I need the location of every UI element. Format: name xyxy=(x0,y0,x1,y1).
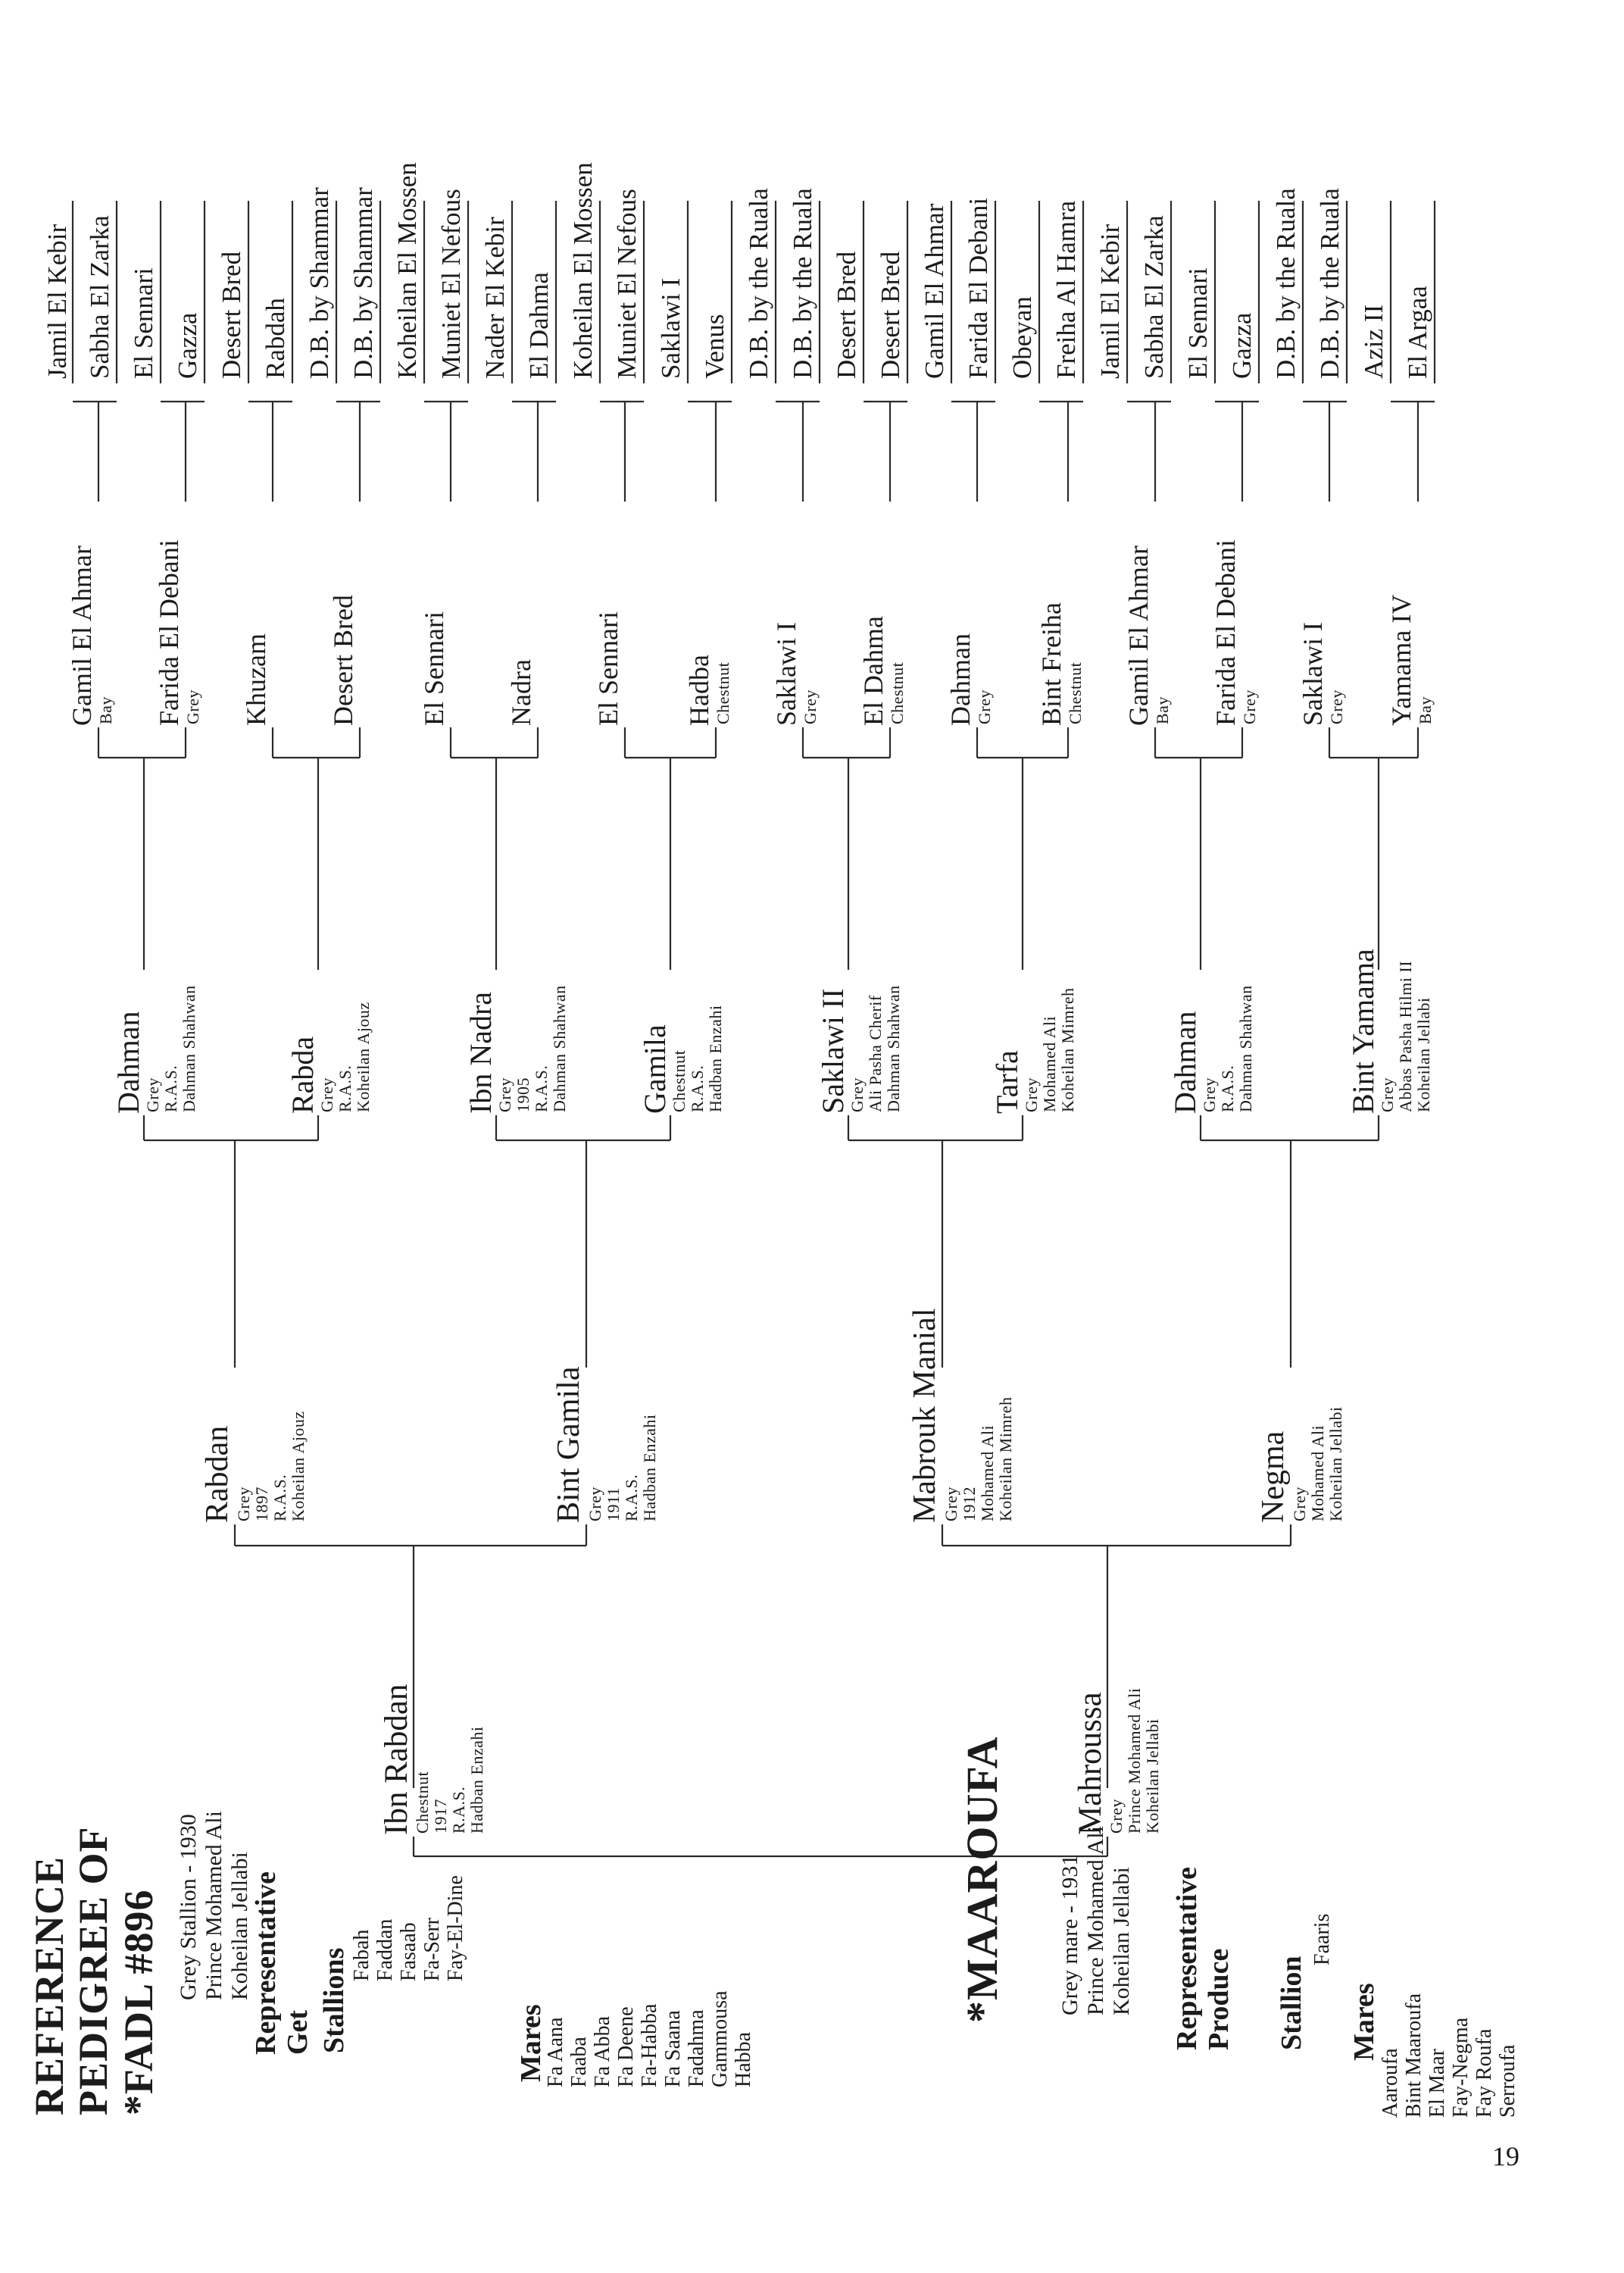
maaroufa-mares-list: Aaroufa Bint Maaroufa El Maar Fay-Negma Fay Roufa Serroufa xyxy=(1379,1993,1519,2118)
gen1-sire-name: Ibn Rabdan xyxy=(379,1684,414,1835)
gen4-12-details: Chestnut xyxy=(1066,661,1085,724)
bracket-g4-3 xyxy=(451,727,538,758)
gen4-8-details: Chestnut xyxy=(714,661,732,724)
gen4-15-name: Saklawi I xyxy=(1298,622,1328,726)
gen5-30: D.B. by the Ruala xyxy=(1315,188,1344,379)
gen3-2-details: Grey R.A.S. Koheilan Ajouz xyxy=(317,1002,373,1112)
gen4-5-name: El Sennari xyxy=(419,611,449,726)
gen4-11-details: Grey xyxy=(975,689,994,724)
gen2-mabrouk-manial-name: Mabrouk Manial xyxy=(907,1308,942,1523)
gen2-bint-gamila-details: Grey 1911 R.A.S. Hadban Enzahi xyxy=(586,1414,659,1521)
fadl-stallions-heading: Stallions xyxy=(318,1947,350,2053)
gen5-6: Rabdah xyxy=(261,298,290,379)
bracket-g4-5 xyxy=(803,727,890,758)
gen4-2-details: Grey xyxy=(183,689,202,724)
bracket-g4-1 xyxy=(98,727,186,758)
bracket-g2-1 xyxy=(235,1524,586,1546)
gen5-1: Jamil El Kebir xyxy=(42,224,72,379)
gen5-11: Nader El Kebir xyxy=(480,217,510,379)
gen3-7-details: Grey R.A.S. Dahman Shahwan xyxy=(1200,985,1255,1112)
gen5-22: Farida El Debani xyxy=(963,197,993,379)
gen3-3-details: Grey 1905 R.A.S. Dahman Shahwan xyxy=(495,985,569,1112)
page-number: 19 xyxy=(1492,2141,1519,2171)
gen5-20: Desert Bred xyxy=(876,251,905,379)
gen5-9: Koheilan El Mossen xyxy=(392,162,422,379)
gen5-16: Venus xyxy=(700,314,729,379)
gen5-31: Aziz II xyxy=(1359,304,1388,379)
bracket-g2-2 xyxy=(942,1524,1291,1546)
gen3-6-details: Grey Mohamed Ali Koheilan Mimreh xyxy=(1022,987,1077,1112)
gen3-6-name: Tarfa xyxy=(990,1050,1024,1114)
gen4-1-details: Bay xyxy=(96,696,115,724)
gen3-5-details: Grey Ali Pasha Cherif Dahman Shahwan xyxy=(848,985,903,1112)
gen3-8-details: Grey Abbas Pasha Hilmi II Koheilan Jellabi xyxy=(1378,960,1433,1112)
gen5-25: Jamil El Kebir xyxy=(1095,224,1125,379)
gen5-14: Muniet El Nefous xyxy=(612,189,642,379)
gen2-mabrouk-manial-details: Grey 1912 Mohamed Ali Koheilan Mimreh xyxy=(942,1396,1015,1521)
bracket-g3-3 xyxy=(848,1115,1023,1140)
gen2-negma-details: Grey Mohamed Ali Koheilan Jellabi xyxy=(1290,1406,1345,1521)
gen4-16-details: Bay xyxy=(1416,696,1435,724)
maaroufa-mares-heading: Mares xyxy=(1348,1983,1380,2061)
gen2-negma-name: Negma xyxy=(1256,1430,1291,1523)
gen2-rabdan-name: Rabdan xyxy=(200,1425,235,1523)
bracket-g3-1 xyxy=(144,1115,318,1140)
gen5-23: Obeyan xyxy=(1007,296,1037,379)
gen5-19: Desert Bred xyxy=(832,251,861,379)
bracket-g3-4 xyxy=(1201,1115,1379,1140)
gen3-5-name: Saklawi II xyxy=(816,988,850,1114)
fadl-title-line-3: *FADL #896 xyxy=(116,1889,161,2115)
gen3-7-name: Dahman xyxy=(1168,1011,1202,1114)
gen4-1-name: Gamil El Ahmar xyxy=(67,546,97,726)
gen3-1-name: Dahman xyxy=(111,1011,145,1114)
gen5-32: El Argaa xyxy=(1403,286,1432,379)
gen4-11-name: Dahman xyxy=(945,633,976,726)
fadl-mares-list: Fa Aana Faaba Fa Abba Fa Deene Fa-Habba Fa Saana Fadahma Gammousa Habba xyxy=(544,1990,755,2087)
gen5-2: Sabha El Zarka xyxy=(85,215,114,379)
maaroufa-stallion: Faaris xyxy=(1310,1913,1334,1965)
gen3-3-name: Ibn Nadra xyxy=(464,991,498,1114)
gen1-sire-details: Chestnut 1917 R.A.S. Hadban Enzahi xyxy=(413,1726,486,1834)
gen5-29: D.B. by the Ruala xyxy=(1271,188,1301,379)
gen5-7: D.B. by Shammar xyxy=(304,187,334,379)
gen4-9-name: Saklawi I xyxy=(771,622,801,726)
maaroufa-produce-heading: Representative Produce xyxy=(1171,1866,1235,2050)
gen4-15-details: Grey xyxy=(1327,689,1346,724)
bracket-g4-2 xyxy=(273,727,360,758)
gen4-10-details: Chestnut xyxy=(888,661,907,724)
gen4-10-name: El Dahma xyxy=(858,616,889,726)
gen5-17: D.B. by the Ruala xyxy=(744,188,773,379)
gen4-13-details: Bay xyxy=(1153,696,1172,724)
gen5-26: Sabha El Zarka xyxy=(1139,215,1169,379)
gen5-15: Saklawi I xyxy=(656,277,686,379)
gen4-14-details: Grey xyxy=(1240,689,1259,724)
gen4-9-details: Grey xyxy=(801,689,820,724)
gen4-2-name: Farida El Debani xyxy=(154,539,184,726)
bracket-g4-7 xyxy=(1155,727,1242,758)
fadl-mares-heading: Mares xyxy=(515,2004,547,2082)
gen1-dam-details: Grey Prince Mohamed Ali Koheilan Jellabi xyxy=(1107,1687,1162,1834)
gen3-8-name: Bint Yamama xyxy=(1346,949,1380,1114)
gen3-2-name: Rabda xyxy=(286,1036,320,1114)
gen5-27: El Sennari xyxy=(1183,267,1213,379)
gen4-4-name: Desert Bred xyxy=(328,595,358,726)
gen5-10: Muniet El Nefous xyxy=(436,189,466,379)
gen2-rabdan-details: Grey 1897 R.A.S. Koheilan Ajouz xyxy=(234,1411,308,1521)
gen5-21: Gamil El Ahmar xyxy=(920,203,949,379)
gen3-1-details: Grey R.A.S. Dahman Shahwan xyxy=(143,985,198,1112)
gen5-5: Desert Bred xyxy=(217,251,246,379)
gen2-bint-gamila-name: Bint Gamila xyxy=(551,1366,586,1523)
gen4-14-name: Farida El Debani xyxy=(1210,539,1241,726)
maaroufa-title: *MAAROUFA xyxy=(957,1736,1007,2023)
gen3-4-name: Gamila xyxy=(638,1024,672,1114)
gen5-4: Gazza xyxy=(173,312,202,379)
maaroufa-info: Grey mare - 1931 Prince Mohamed Ali Koheilan Jellabi xyxy=(1057,1826,1134,2015)
gen4-7-name: El Sennari xyxy=(593,611,623,726)
gen5-12: El Dahma xyxy=(524,272,554,379)
bracket-g4-6 xyxy=(977,727,1068,758)
bracket-g4-8 xyxy=(1329,727,1418,758)
gen5-28: Gazza xyxy=(1227,312,1257,379)
maaroufa-stallion-heading: Stallion xyxy=(1276,1956,1307,2050)
fadl-stallions-list: Fabah Faddan Fasaab Fa-Serr Fay-El-Dine xyxy=(350,1875,467,1981)
gen4-16-name: Yamama IV xyxy=(1386,594,1416,726)
gen5-3: El Sennari xyxy=(129,267,158,379)
gen3-4-details: Chestnut R.A.S. Hadban Enzahi xyxy=(670,1005,725,1112)
gen5-13: Koheilan El Mossen xyxy=(568,162,598,379)
gen1-dam-name: Mahroussa xyxy=(1073,1692,1108,1835)
fadl-get-heading: Representative Get xyxy=(250,1871,314,2055)
gen5-8: D.B. by Shammar xyxy=(348,187,378,379)
gen4-6-name: Nadra xyxy=(506,659,536,726)
gen4-3-name: Khuzam xyxy=(241,633,271,726)
gen5-24: Freiha Al Hamra xyxy=(1051,200,1081,379)
bracket-g4-4 xyxy=(625,727,716,758)
gen4-12-name: Bint Freiha xyxy=(1036,602,1067,726)
fadl-info: Grey Stallion - 1930 Prince Mohamed Ali Koheilan Jellabi xyxy=(176,1811,252,2000)
gen4-8-name: Hadba xyxy=(684,655,714,726)
gen5-18: D.B. by the Ruala xyxy=(788,188,817,379)
bracket-g3-2 xyxy=(496,1115,670,1140)
fadl-title-line-1: REFERENCE xyxy=(27,1856,72,2115)
fadl-title-line-2: PEDIGREE OF xyxy=(70,1826,116,2115)
gen4-13-name: Gamil El Ahmar xyxy=(1123,546,1154,726)
